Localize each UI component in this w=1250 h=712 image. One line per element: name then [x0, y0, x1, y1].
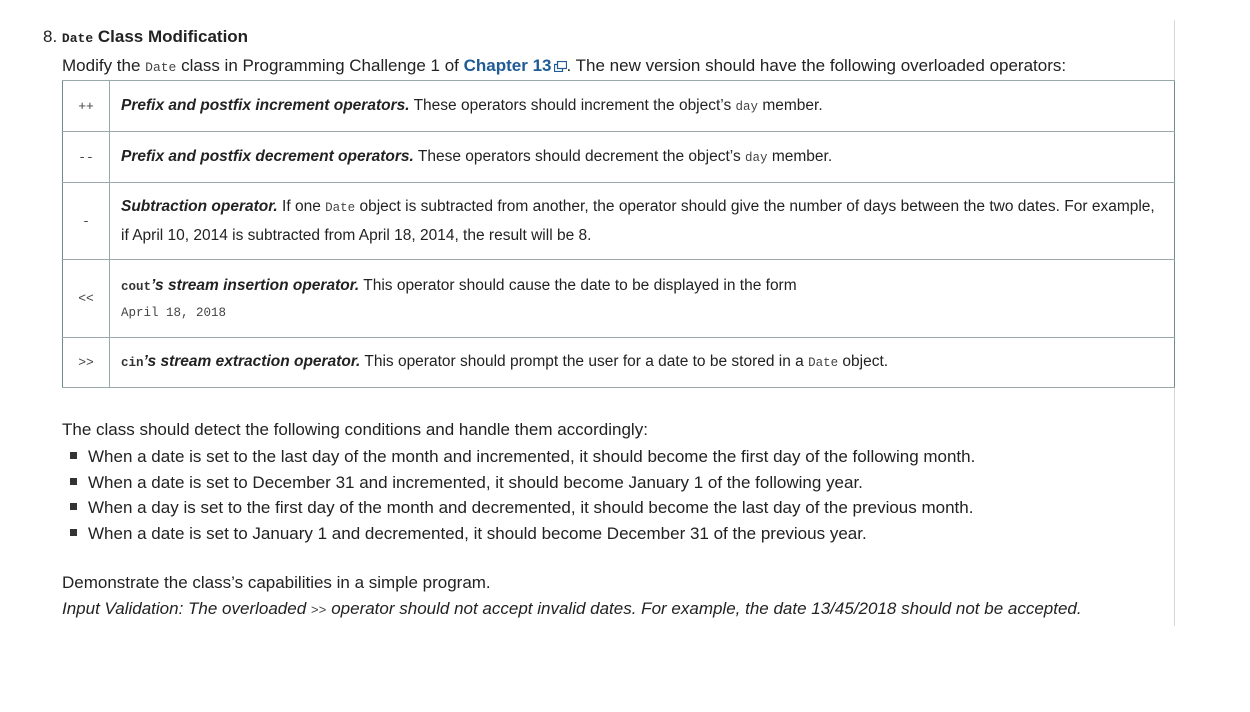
operator-description: Prefix and postfix increment operators. These operators should increment the object’s day member. — [110, 81, 1175, 132]
list-item: When a day is set to the first day of the month and decremented, it should become the last day of the previous month. — [70, 495, 975, 521]
operator-description: cin’s stream extraction operator. This operator should prompt the user for a date to be stored in a Date object. — [110, 338, 1175, 388]
bullet-icon — [70, 503, 77, 510]
operator-description: Prefix and postfix decrement operators. These operators should decrement the object’s day member. — [110, 132, 1175, 183]
conditions-intro: The class should detect the following conditions and handle them accordingly: — [62, 420, 648, 439]
operator-description: cout’s stream insertion operator. This operator should cause the date to be displayed in the form April 18, 2018 — [110, 260, 1175, 338]
list-item: When a date is set to January 1 and decremented, it should become December 31 of the previous year. — [70, 521, 975, 547]
table-row — [63, 132, 1175, 183]
exercise-number: 8. — [43, 27, 58, 46]
table-row — [63, 183, 1175, 260]
bullet-icon — [70, 529, 77, 536]
table-row — [63, 81, 1175, 132]
list-item: When a date is set to the last day of the month and incremented, it should become the first day of the following month. — [70, 444, 975, 470]
input-validation-text: Input Validation: The overloaded >> operator should not accept invalid dates. For example, the date 13/45/2018 should not be accepted. — [62, 599, 1082, 618]
table-row — [63, 338, 1175, 388]
list-item: When a date is set to December 31 and incremented, it should become January 1 of the following year. — [70, 470, 975, 496]
external-link-icon[interactable] — [554, 61, 567, 72]
bullet-icon — [70, 478, 77, 485]
heading-class-code: Date — [61, 31, 94, 46]
bullet-icon — [70, 452, 77, 459]
demonstrate-text: Demonstrate the class’s capabilities in a simple program. — [62, 573, 491, 592]
exercise-heading — [43, 26, 248, 50]
operator-symbol: ++ — [63, 81, 110, 132]
table-row — [63, 260, 1175, 338]
intro-class-code: Date — [145, 60, 177, 75]
chapter-13-link[interactable]: Chapter 13 — [464, 56, 567, 75]
intro-paragraph: Modify the Date class in Programming Challenge 1 of Chapter 13 . The new version should have the following overloaded operators: — [62, 56, 1067, 75]
operator-symbol: >> — [63, 338, 110, 388]
conditions-list — [70, 444, 975, 546]
operator-symbol: -- — [63, 132, 110, 183]
operator-description: Subtraction operator. If one Date object is subtracted from another, the operator should give the number of days between the two dates. For example, if April 10, 2014 is subtracted from April 18, 2014, the result will be 8. — [110, 183, 1175, 260]
date-format-example: April 18, 2018 — [121, 306, 227, 320]
heading-title: Class Modification — [97, 27, 249, 46]
operators-table — [62, 80, 1175, 388]
operator-symbol: - — [63, 183, 110, 260]
operator-symbol: << — [63, 260, 110, 338]
